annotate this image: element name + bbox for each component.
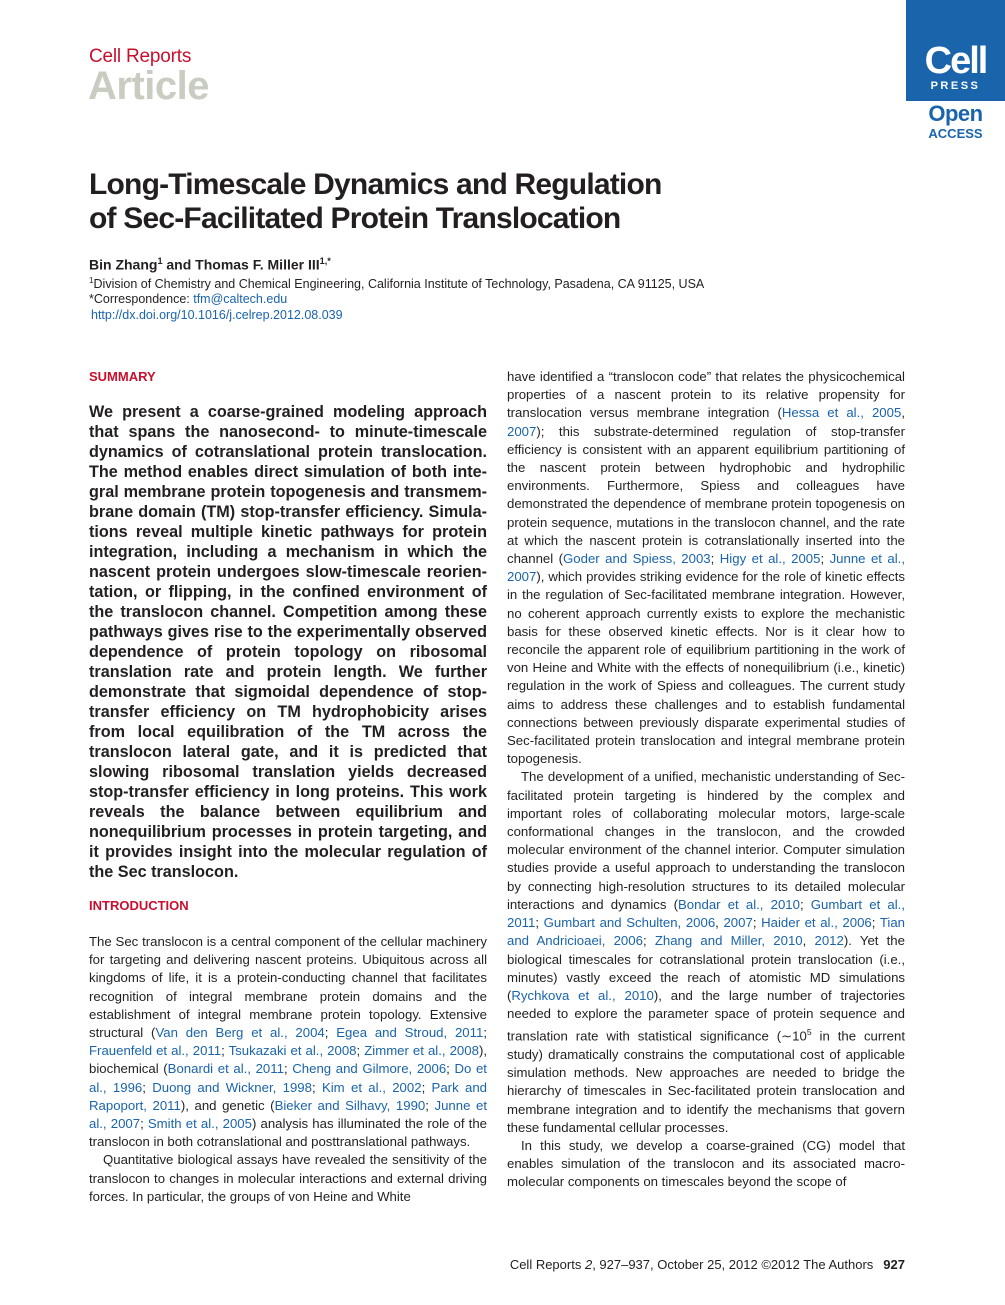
body-text: ) analysis has illuminated the role of the translocon in both cotranslational and posttranslational pathways. <box>89 1116 487 1150</box>
affiliation-text: Division of Chemistry and Chemical Engineering, California Institute of Technology, Pasadena, CA 91125, USA <box>93 277 705 292</box>
introduction-heading: INTRODUCTION <box>89 898 189 913</box>
citation-link[interactable]: 2007 <box>723 915 753 931</box>
open-access-access: ACCESS <box>928 126 983 141</box>
citation-link[interactable]: Rychkova et al., 2010 <box>511 987 654 1003</box>
correspondence-label: *Correspondence: <box>89 292 194 306</box>
author-affiliation-marker: 1,* <box>319 256 331 266</box>
body-text: The development of a unified, mechanistic understanding of Sec-facilitated protein targeting is hindered by the complex and important roles of collaborating molecular motors, large-scale conformational changes in the translocon, and the crowded molecular environment of the channel interior. Computer simulation studies provide a useful approach to understanding the translocon by connecting high-resolution structures to its detailed molecular interactions and dynamics ( <box>507 769 905 912</box>
citation-link[interactable]: Goder and Spiess, 2003 <box>563 551 711 567</box>
citation-link[interactable]: Hessa et al., 2005 <box>781 405 902 421</box>
citation-link[interactable]: Haider et al., 2006 <box>761 915 872 931</box>
article-title <box>89 168 849 236</box>
citation-link[interactable]: Frauenfeld et al., 2011 <box>89 1043 222 1059</box>
body-text: ). Yet the biological timescales for cotranslational protein translocation (i.e., minutes) vastly exceed the reach of atomistic MD simulations ( <box>507 933 905 1003</box>
citation-link[interactable]: Zimmer et al., 2008 <box>364 1043 479 1059</box>
footer-journal: Cell Reports <box>509 1257 585 1272</box>
intro-paragraph-1: The Sec translocon is a central component of the cellular machinery for targeting and delivering nascent proteins. Ubiquitous across all kingdoms of life, it is a protein-conducting channel that facilitates recognition of integral membrane protein domains and the establishment of integral membrane protein topology. Extensive structural (Van den Berg et al., 2004; Egea and Stroud, 2011; Frauenfeld et al., 2011; Tsukazaki et al., 2008; Zimmer et al., 2008), biochemical (Bonardi et al., 2011; Cheng and Gilmore, 2006; Do et al., 1996; Duong and Wickner, 1998; Kim et al., 2002; Park and Rapoport, 2011), and genetic (Bieker and Silhavy, 1990; Junne et al., 2007; Smith et al., 2005) analysis has illuminated the role of the translocon in both cotranslational and posttranslational pathways. <box>89 934 488 1150</box>
citation-link[interactable]: Zhang and Miller, 2010 <box>654 933 803 949</box>
citation-link[interactable]: Junne et al., 2007 <box>89 1097 488 1132</box>
citation-link[interactable]: Bondar et al., 2010 <box>678 896 800 912</box>
author-separator: and <box>162 256 196 273</box>
author-name: Thomas F. Miller III <box>195 256 320 273</box>
journal-name: Cell Reports <box>89 46 192 67</box>
citation-link[interactable]: Higy et al., 2005 <box>719 551 821 567</box>
left-column-body <box>89 933 487 1206</box>
exponent: 5 <box>806 1027 812 1038</box>
citation-link[interactable]: Bonardi et al., 2011 <box>167 1061 284 1077</box>
citation-link[interactable]: 2012 <box>814 933 844 949</box>
body-text: have identified a “translocon code” that relates the physicochemical properties of a nascent protein to its relative propensity for translocation versus membrane integration ( <box>507 369 905 421</box>
summary-heading: SUMMARY <box>89 369 156 384</box>
author-affiliation-marker: 1 <box>157 256 163 266</box>
citation-link[interactable]: Tian and Andricioaei, 2006 <box>507 915 906 949</box>
citation-link[interactable]: Cheng and Gilmore, 2006 <box>292 1061 447 1077</box>
footer-volume: 2 <box>584 1257 593 1272</box>
doi-line <box>91 308 343 322</box>
page-number: 927 <box>883 1257 905 1272</box>
intro-paragraph-2: Quantitative biological assays have revealed the sensitivity of the translocon to changes in molecular interactions and external driving forces. In particular, the groups of von Heine and White <box>89 1152 487 1204</box>
right-column-body <box>507 368 905 1192</box>
summary-paragraph: We present a coarse-grained modeling approach that spans the nanosecond- to minute-timescale dynamics of cotranslational protein translocation. The method enables direct simulation of both integral membrane protein topogenesis and transmembrane domain (TM) stop-transfer efficiency. Simulations reveal multiple kinetic pathways for protein integration, including a mechanism in which the nascent protein undergoes slow-timescale reorientation, or flipping, in the confined environment of the translocon channel. Competition among these pathways gives rise to the experimentally observed dependence of protein topology on ribosomal translation rate and protein length. We further demonstrate that sigmoidal dependence of stop-transfer efficiency on TM hydrophobicity arises from local equilibration of the TM across the translocon lateral gate, and it is predicted that slowing ribosomal translation yields decreased stop-transfer efficiency in long proteins. This work reveals the balance between equilibrium and nonequilibrium processes in protein targeting, and it provides insight into the molecular regulation of the Sec translocon. <box>89 403 487 881</box>
approx-value: ∼10 <box>781 1028 807 1044</box>
intro-paragraph-2-continued: have identified a “translocon code” that relates the physicochemical properties of a nascent protein to its relative propensity for translocation versus membrane integration (Hessa et al., 2005, 2007); this substrate-determined regulation of stop-transfer efficiency is consistent with an apparent equilibrium partitioning of the nascent protein between hydrophobic and hydrophilic environments. Furthermore, Spiess and colleagues have demonstrated the dependence of membrane protein topogenesis on protein sequence, mutations in the translocon channel, and the rate at which the nascent protein is cotranslationally inserted into the channel (Goder and Spiess, 2003; Higy et al., 2005; Junne et al., 2007), which provides striking evidence for the role of kinetic effects in the regulation of Sec-facilitated membrane integration. However, no coherent approach currently exists to explore the mechanistic basis for these observed kinetic effects. Nor is it clear how to reconcile the apparent role of equilibrium partitioning in the work of von Heine and White with the effects of nonequilibrium (i.e., kinetic) regulation in the work of Spiess and colleagues. The current study aims to address these challenges and to establish fundamental connections between previously disparate experimental studies of Sec-facilitated protein translocation and integral membrane protein topogenesis. <box>507 369 906 767</box>
body-text: ), which provides striking evidence for the role of kinetic effects in the regulation of Sec-facilitated membrane integration. However, no coherent approach currently exists to explore the mechanistic basis for these observed kinetic effects. Nor is it clear how to reconcile the apparent role of equilibrium partitioning in the work of von Heine and White with the effects of nonequilibrium (i.e., kinetic) regulation in the work of Spiess and colleagues. The current study aims to address these challenges and to establish fundamental connections between previously disparate experimental studies of Sec-facilitated protein translocation and integral membrane protein topogenesis. <box>507 569 905 767</box>
citation-link[interactable]: Duong and Wickner, 1998 <box>152 1079 312 1095</box>
author-name: Bin Zhang <box>89 256 158 273</box>
body-text: The Sec translocon is a central component of the cellular machinery for targeting and delivering nascent proteins. Ubiquitous across all kingdoms of life, it is a protein-conducting channel that facilitates recognition of integral membrane protein domains and the establishment of integral membrane protein topology. Extensive structural ( <box>89 934 487 1041</box>
author-list <box>89 256 331 273</box>
citation-link[interactable]: Bieker and Silhavy, 1990 <box>274 1097 426 1113</box>
body-text: ), biochemical ( <box>89 1043 487 1077</box>
body-text: ), and genetic ( <box>180 1097 275 1113</box>
citation-link[interactable]: 2007 <box>507 423 537 439</box>
citation-link[interactable]: Park and Rapoport, 2011 <box>89 1079 487 1113</box>
title-line-1: Long-Timescale Dynamics and Regulation <box>89 168 662 201</box>
citation-link[interactable]: Van den Berg et al., 2004 <box>155 1025 325 1041</box>
email-link[interactable]: tfm@caltech.edu <box>193 292 288 306</box>
citation-link[interactable]: Junne et al., 2007 <box>507 551 906 585</box>
logo-text: Cell <box>924 40 987 82</box>
citation-link[interactable]: Tsukazaki et al., 2008 <box>228 1043 357 1059</box>
open-access-open: Open <box>928 101 983 126</box>
citation-link[interactable]: Egea and Stroud, 2011 <box>336 1025 484 1041</box>
citation-link[interactable]: Do et al., 1996 <box>89 1061 487 1095</box>
doi-link[interactable]: http://dx.doi.org/10.1016/j.celrep.2012.08.039 <box>91 308 343 322</box>
body-text: ); this substrate-determined regulation of stop-transfer efficiency is consistent with an apparent equilibrium partitioning of the nascent protein between hydrophobic and hydrophilic environments. Furthermore, Spiess and colleagues have demonstrated the dependence of membrane protein topogenesis on protein sequence, mutations in the translocon channel, and the rate at which the nascent protein is cotranslationally inserted into the channel ( <box>507 423 905 567</box>
correspondence <box>89 292 287 306</box>
citation-link[interactable]: Gumbart and Schulten, 2006 <box>543 915 716 931</box>
intro-paragraph-4: In this study, we develop a coarse-grained (CG) model that enables simulation of the translocon and its associated macromolecular components on timescales beyond the scope of <box>507 1137 905 1190</box>
citation-link[interactable]: Smith et al., 2005 <box>147 1116 252 1132</box>
affiliation-marker: 1 <box>89 276 94 285</box>
citation-link[interactable]: Kim et al., 2002 <box>321 1079 422 1095</box>
cell-press-logo[interactable] <box>906 0 1005 101</box>
citation-link[interactable]: Gumbart et al., 2011 <box>507 896 905 931</box>
body-text: in the current study) dramatically constrains the computational cost of applicable simulation methods. New approaches are needed to bridge the hierarchy of timescales in Sec-facilitated protein translocation and membrane integration and to identify the mechanisms that govern these fundamental cellular processes. <box>507 1028 905 1135</box>
intro-paragraph-3: The development of a unified, mechanistic understanding of Sec-facilitated protein targeting is hindered by the complex and important roles of collaborating molecular motors, large-scale conformational changes in the translocon, and the crowded molecular environment of the channel interior. Computer simulation studies provide a useful approach to understanding the translocon by connecting high-resolution structures to its detailed molecular interactions and dynamics (Bondar et al., 2010; Gumbart et al., 2011; Gumbart and Schulten, 2006, 2007; Haider et al., 2006; Tian and Andricioaei, 2006; Zhang and Miller, 2010, 2012). Yet the biological timescales for cotranslational protein translocation (i.e., minutes) vastly exceed the reach of atomistic MD simulations (Rychkova et al., 2010), and the large number of trajectories needed to explore the parameter space of protein sequence and translation rate with statistical significance ($\sim 10^5$ in the current study) dramatically constrains the computational cost of applicable simulation methods. New approaches are needed to bridge the hierarchy of timescales in Sec-facilitated protein translocation and membrane integration and to identify the mechanisms that govern these fundamental cellular processes. <box>507 769 906 1135</box>
title-line-2: of Sec-Facilitated Protein Translocation <box>89 202 621 235</box>
body-text: ), and the large number of trajectories needed to explore the parameter space of protein sequence and translation rate with statistical significance ( <box>507 987 906 1044</box>
page-footer <box>510 1257 905 1272</box>
affiliation <box>89 276 704 291</box>
article-type-label: Article <box>88 64 209 108</box>
footer-citation: , 927–937, October 25, 2012 ©2012 The Authors <box>592 1257 874 1272</box>
logo-subtext: PRESS <box>930 80 981 92</box>
